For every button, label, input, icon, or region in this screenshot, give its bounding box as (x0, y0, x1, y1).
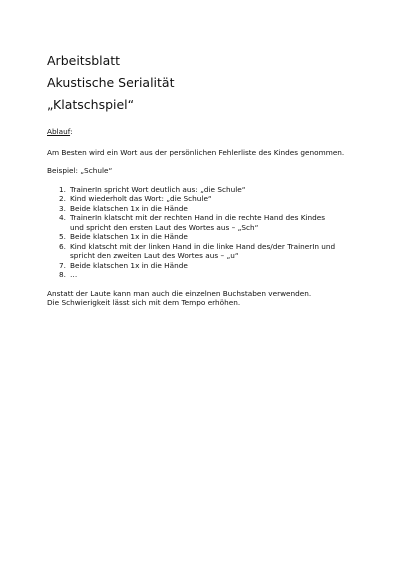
step-item (47, 232, 377, 242)
closing-line-1: Anstatt der Laute kann man auch die einzelnen Buchstaben verwenden. (47, 288, 312, 298)
title-block (47, 50, 367, 116)
step-text: Kind klatscht mit der linken Hand in die linke Hand des/der TrainerIn und (70, 241, 336, 251)
step-text: Beide klatschen 1x in die Hände (70, 203, 188, 213)
intro-paragraph: Am Besten wird ein Wort aus der persönlichen Fehlerliste des Kindes genommen. (47, 147, 345, 157)
step-number: 1. (59, 184, 66, 194)
title-line-1: Arbeitsblatt (47, 53, 121, 68)
step-item (47, 213, 377, 232)
closing-line-2: Die Schwierigkeit lässt sich mit dem Tempo erhöhen. (47, 298, 241, 307)
step-text: Beide klatschen 1x in die Hände (70, 260, 188, 270)
step-number: 8. (59, 270, 66, 279)
title-line-2: Akustische Serialität (47, 75, 175, 90)
step-number: 5. (59, 232, 66, 241)
step-number: 3. (59, 203, 66, 213)
step-number: 6. (59, 241, 66, 251)
step-text: TrainerIn klatscht mit der rechten Hand in die rechte Hand des Kindes (70, 213, 326, 222)
worksheet-content (47, 127, 377, 308)
step-number: 7. (59, 260, 66, 270)
step-item (47, 270, 377, 280)
section-heading-colon: : (70, 127, 73, 136)
step-item (47, 194, 377, 204)
section-heading (47, 127, 377, 137)
step-number: 4. (59, 213, 66, 222)
step-text: Beide klatschen 1x in die Hände (70, 232, 188, 241)
step-text: Kind wiederholt das Wort: „die Schule“ (70, 194, 212, 203)
step-text-continued: und spricht den ersten Laut des Wortes aus – „Sch“ (70, 222, 259, 232)
step-text-continued: spricht den zweiten Laut des Wortes aus – „u“ (70, 251, 239, 260)
step-text: … (70, 270, 78, 279)
step-item (47, 204, 377, 214)
step-text: TrainerIn spricht Wort deutlich aus: „die Schule“ (70, 184, 246, 194)
example-line: Beispiel: „Schule“ (47, 166, 113, 175)
steps-list (47, 185, 377, 280)
step-item (47, 261, 377, 271)
section-heading-text: Ablauf (47, 127, 71, 136)
step-item (47, 242, 377, 261)
step-item (47, 185, 377, 195)
step-number: 2. (59, 194, 66, 203)
title-line-3: „Klatschspiel“ (47, 97, 135, 112)
